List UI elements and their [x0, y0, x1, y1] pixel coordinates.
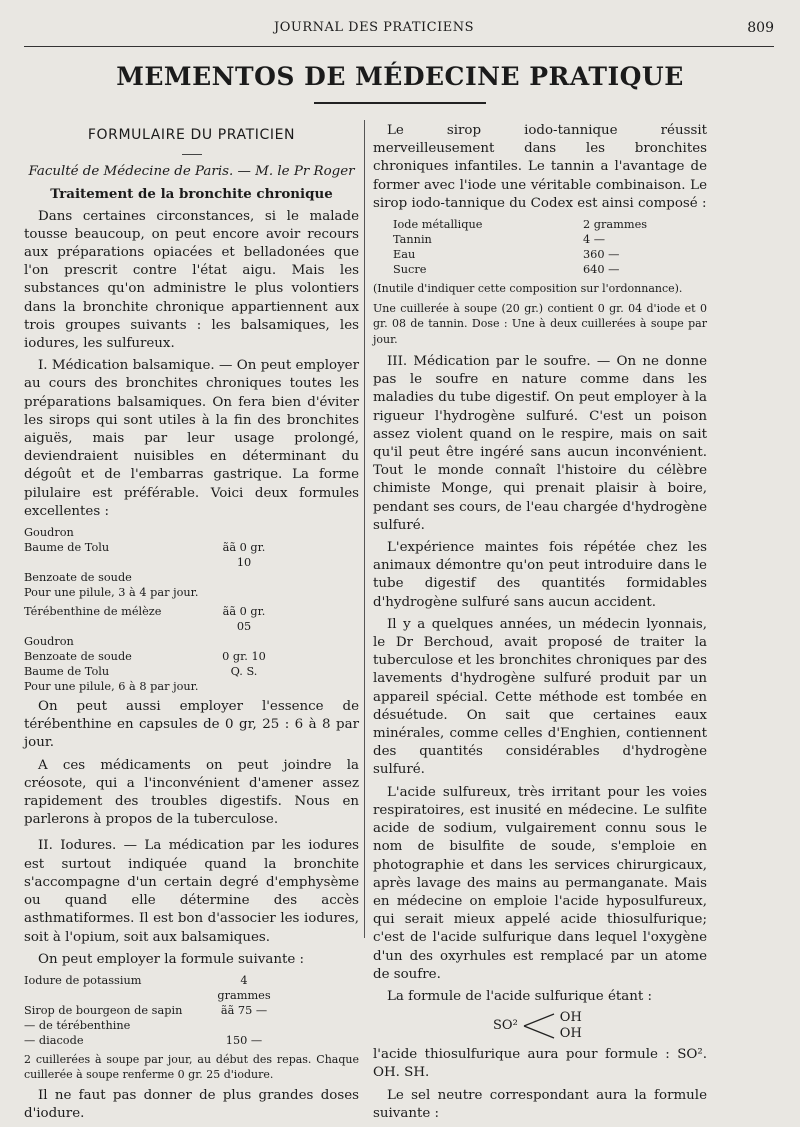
- formula-qty: 640 —: [583, 263, 620, 277]
- formula-row: [24, 604, 359, 634]
- dosage-note: Une cuillerée à soupe (20 gr.) contient 0 gr. 04 d'iode et 0 gr. 08 de tannin. Dose : Une à deux cuillerées à soupe par jour.: [373, 301, 707, 346]
- formula-row: [393, 232, 707, 247]
- formula-row: [24, 664, 359, 679]
- section-rule: [182, 154, 202, 155]
- formula-2: [24, 604, 359, 694]
- formula-item: Benzoate de soude: [24, 650, 132, 664]
- formula-item: — diacode: [24, 1033, 84, 1047]
- formula-item: Eau: [393, 248, 416, 262]
- formula-row: [24, 649, 359, 664]
- formula-qty: Q. S.: [230, 665, 258, 679]
- chemical-formula: [493, 1010, 707, 1042]
- chem-top: OH: [559, 1010, 582, 1026]
- sel-paragraph: Le sel neutre correspondant aura la formule suivante :: [373, 1087, 707, 1121]
- formula-note: 2 cuillerées à soupe par jour, au début des repas. Chaque cuillerée à soupe renferme 0 gr. 25 d'iodure.: [24, 1052, 359, 1082]
- page-title: MEMENTOS DE MÉDECINE PRATIQUE: [116, 62, 684, 91]
- formula-item: Goudron: [24, 526, 74, 540]
- formula-item: Baume de Tolu: [24, 665, 110, 679]
- formula-item: Iode métallique: [393, 218, 483, 232]
- formula-qty: ãã 75 —: [220, 1003, 268, 1017]
- formula-row: [24, 973, 359, 1003]
- formula-row: [24, 525, 359, 540]
- intro-paragraph: Dans certaines circonstances, si le malade tousse beaucoup, on peut encore avoir recours aux préparations opiacées et belladonées que l'on prescrit contre l'état aigu. Mais les substances qu'on administre le plus volontiers dans la bronchite chronique appartiennent aux trois groupes suivants : les balsamiques, les iodures, les sulfureux.: [24, 208, 359, 352]
- column-divider: [364, 120, 365, 938]
- page-number: 809: [747, 20, 774, 36]
- formula-row: [24, 570, 359, 585]
- right-column: [373, 122, 707, 1127]
- formula-item: Sucre: [393, 263, 427, 277]
- berchoud-paragraph: Il y a quelques années, un médecin lyonnais, le Dr Berchoud, avait proposé de traiter la tuberculose et les bronchites chroniques par des lavements d'hydrogène sulfuré produit par un appareil spécial. Cette méthode est tombée en désuétude. On sait que certaines eaux minérales, comme celles d'Enghien, contiennent des quantités considérables d'hydrogène sulfuré.: [373, 616, 707, 778]
- formula-qty: 360 —: [583, 248, 620, 262]
- formula-4: [393, 217, 707, 277]
- chem-left: SO²: [493, 1018, 518, 1034]
- formula-row: [24, 1033, 359, 1048]
- formule-intro: On peut employer la formule suivante :: [38, 951, 305, 967]
- page-header: [24, 16, 774, 46]
- title-rule: [314, 102, 486, 104]
- formula-qty: [214, 1018, 274, 1033]
- terebenthine-paragraph: On peut aussi employer l'essence de térébenthine en capsules de 0 gr, 25 : 6 à 8 par jour.: [24, 699, 359, 751]
- closing-paragraph: Il ne faut pas donner de plus grandes doses d'iodure.: [24, 1087, 359, 1122]
- formula-qty: 2 grammes: [583, 218, 648, 232]
- formula-qty: [214, 634, 274, 649]
- chem-bond-lines: [522, 1010, 556, 1042]
- formula-row: [393, 217, 707, 232]
- formule-acide-paragraph: La formule de l'acide sulfurique étant :: [387, 988, 653, 1004]
- formula-qty: ãã 0 gr. 05: [222, 605, 266, 634]
- running-title: JOURNAL DES PRATICIENS: [274, 20, 474, 35]
- formula-item: Térébenthine de mélèze: [24, 605, 162, 619]
- section-title: FORMULAIRE DU PRATICIEN: [87, 127, 296, 143]
- medication-iodures: II. Iodures. — La médication par les iodures est surtout indiquée quand la bronchite s'accompagne d'un certain degré d'emphysème ou quand elle détermine des accès asthmatiformes. Il est bon d'associer les iodures, soit à l'opium, soit aux balsamiques.: [24, 838, 359, 945]
- formula-item: Iodure de potassium: [24, 973, 142, 987]
- formula-item: Benzoate de soude: [24, 571, 132, 585]
- formula-row: [24, 1003, 359, 1018]
- formula-qty: 0 gr. 10: [222, 650, 266, 664]
- formula-row: [393, 262, 707, 277]
- formula-qty: [214, 570, 274, 585]
- formula-qty: ãã 0 gr. 10: [222, 541, 266, 570]
- creosote-paragraph: A ces médicaments on peut joindre la créosote, qui a l'inconvénient d'amener assez rapidement des troubles digestifs. Nous en parlerons à propos de la tuberculose.: [24, 757, 359, 828]
- article-title: Traitement de la bronchite chronique: [50, 186, 333, 203]
- acide-paragraph: L'acide sulfureux, très irritant pour les voies respiratoires, est inusité en médecine. Le sulfite acide de sodium, vulgairement connu sous le nom de bisulfite de soude, s'emploie en photographie et dans les services chirurgicaux, après lavage des mains au permanganate. Mais en médecine on emploie l'acide hyposulfureux, qui serait mieux appelé acide thiosulfurique; c'est de l'acide sulfurique dans lequel l'oxygène d'un des oxyrhules est remplacé par un atome de soufre.: [373, 784, 707, 982]
- formula-note: (Inutile d'indiquer cette composition sur l'ordonnance).: [373, 282, 683, 296]
- formula-row: [24, 634, 359, 649]
- formula-item: Baume de Tolu: [24, 541, 110, 555]
- experience-paragraph: L'expérience maintes fois répétée chez les animaux démontre qu'on peut introduire dans le tube digestif des quantités formidables d'hydrogène sulfuré sans aucun accident.: [373, 540, 707, 610]
- header-rule: [24, 46, 774, 47]
- formula-item: Sirop de bourgeon de sapin: [24, 1003, 183, 1017]
- formula-1: [24, 525, 359, 600]
- formula-row: [24, 540, 359, 570]
- medication-balsamique: I. Médication balsamique. — On peut employer au cours des bronchites chroniques toutes les préparations balsamiques. On fera bien d'éviter les sirops qui sont utiles à la fin des bronchites aiguës, mais par leur usage prolongé, deviendraient nuisibles en déterminant du dégoût et de l'embarras gastrique. La forme pilulaire est préférable. Voici deux formules excellentes :: [24, 358, 359, 519]
- chem-bottom: OH: [559, 1026, 582, 1042]
- formula-qty: [214, 525, 274, 540]
- formula-item: — de térébenthine: [24, 1018, 131, 1032]
- formula-item: Goudron: [24, 635, 74, 649]
- formula-qty: 150 —: [225, 1033, 263, 1047]
- sirop-paragraph: Le sirop iodo-tannique réussit merveilleusement dans les bronchites chroniques infantiles. Le tannin a l'avantage de former avec l'iode une véritable combinaison. Le sirop iodo-tannique du Codex est ainsi composé :: [373, 123, 707, 211]
- formula-row: [393, 247, 707, 262]
- formula-row: [24, 1018, 359, 1033]
- formula-note: Pour une pilule, 3 à 4 par jour.: [24, 586, 199, 600]
- formula-qty: 4 —: [583, 233, 606, 247]
- thio-paragraph: l'acide thiosulfurique aura pour formule : SO². OH. SH.: [373, 1047, 707, 1081]
- faculty-line: Faculté de Médecine de Paris. — M. le Pr Roger: [28, 164, 355, 180]
- formula-qty: 4 grammes: [217, 973, 271, 1002]
- chem-groups: [560, 1010, 582, 1042]
- formula-item: Tannin: [393, 233, 432, 247]
- formula-3: [24, 973, 359, 1048]
- medication-soufre: III. Médication par le soufre. — On ne donne pas le soufre en nature comme dans les maladies du tube digestif. On peut employer à la rigueur l'hydrogène sulfuré. C'est un poison assez violent quand on le respire, mais on sait qu'il peut être ingéré sans aucun inconvénient. Tout le monde connaît l'histoire du célèbre chimiste Monge, qui prenait plaisir à boire, pendant ses cours, de l'eau chargée d'hydrogène sulfuré.: [373, 354, 707, 533]
- left-column: [24, 122, 359, 1127]
- formula-note: Pour une pilule, 6 à 8 par jour.: [24, 680, 199, 694]
